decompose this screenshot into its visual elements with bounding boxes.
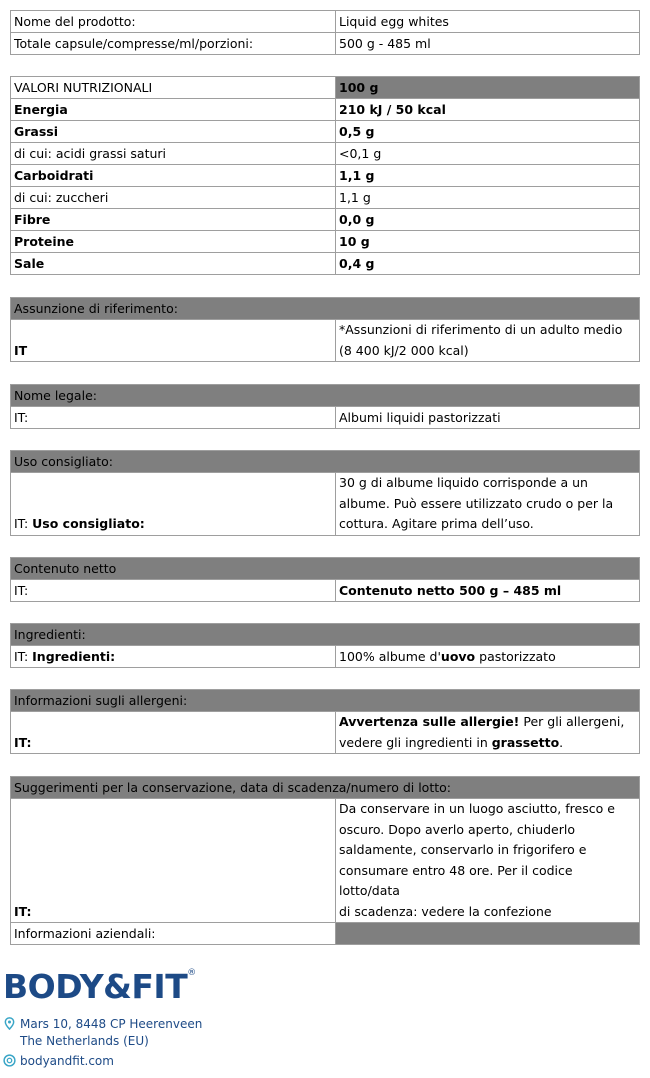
ingredients-value-pre: 100% albume d' [339,648,441,664]
ingredients-value-bold: uovo [440,648,476,664]
ingredients-value [336,646,640,668]
allergens-line-1-post: Per gli allergeni, [519,714,625,729]
nutrition-row [11,209,640,231]
nutrition-row-label: Energia [11,99,336,121]
allergens-line-2 [339,733,636,754]
nutrition-row-label: Grassi [11,121,336,143]
nutrition-row [11,143,640,165]
storage-label: IT: [11,799,336,923]
legal-name-label: IT: [11,407,336,429]
storage-line-3: saldamente, conservarlo in frigorifero e [339,842,587,857]
legal-name-table [10,384,640,429]
product-table [10,10,640,55]
nutrition-row [11,165,640,187]
nutrition-row [11,121,640,143]
address-line-1-row [3,1017,202,1031]
ingredients-table [10,623,640,668]
nutrition-row-value: 10 g [336,231,640,253]
allergens-table [10,689,640,754]
allergens-line-2-pre: vedere gli ingredienti in [339,734,492,750]
usage-header: Uso consigliato: [11,451,640,473]
nutrition-row-value: 1,1 g [336,187,640,209]
nutrition-row-value: 1,1 g [336,165,640,187]
storage-line-4: consumare entro 48 ore. Per il codice lotto/data [339,862,573,898]
usage-label-prefix: IT: [14,516,33,531]
ingredients-value-post: pastorizzato [475,648,556,664]
allergens-line-2-post: . [559,734,564,750]
address-line-2-row [20,1034,149,1048]
globe-icon [3,1054,16,1067]
storage-line-1: Da conservare in un luogo asciutto, fresco e [339,801,615,816]
product-name-value: Liquid egg whites [336,11,640,33]
website-row[interactable] [3,1054,114,1068]
usage-table [10,450,640,536]
legal-name-value: Albumi liquidi pastorizzati [336,407,640,429]
ingredients-label-bold: Ingredienti: [32,648,116,664]
ingredients-label-prefix: IT: [14,648,33,664]
nutrition-row-label: Proteine [11,231,336,253]
allergens-warning: Avvertenza sulle allergie! [339,714,520,729]
allergens-header: Informazioni sugli allergeni: [11,690,640,712]
storage-table [10,776,640,923]
nutrition-row-label: Fibre [11,209,336,231]
nutrition-row-label: Sale [11,253,336,275]
storage-header: Suggerimenti per la conservazione, data di scadenza/numero di lotto: [11,777,640,799]
nutrition-row [11,253,640,275]
reference-table [10,297,640,362]
allergens-line-2-bold: grassetto [491,734,560,750]
product-name-label: Nome del prodotto: [11,11,336,33]
net-content-table [10,557,640,602]
company-table [10,922,640,945]
brand-logo-text: BODY&FIT [3,967,188,1006]
storage-value [336,799,640,923]
storage-line-5: di scadenza: vedere la confezione [339,903,552,919]
usage-line-2: albume. Può essere utilizzato crudo o per la [339,495,614,511]
website-link[interactable]: bodyandfit.com [20,1054,114,1068]
nutrition-table [10,76,640,275]
usage-value [336,473,640,536]
reference-label: IT [11,320,336,362]
usage-line-3: cottura. Agitare prima dell’uso. [339,516,534,531]
net-content-label: IT: [11,580,336,602]
address-line-1: Mars 10, 8448 CP Heerenveen [20,1017,203,1031]
allergens-label: IT: [11,712,336,754]
nutrition-header-value: 100 g [336,77,640,99]
reference-value [336,320,640,362]
total-value: 500 g - 485 ml [336,33,640,55]
nutrition-row-value: 0,5 g [336,121,640,143]
nutrition-row-label: di cui: acidi grassi saturi [11,143,336,165]
ingredients-label [11,646,336,668]
reference-value-line-1: *Assunzioni di riferimento di un adulto medio [339,322,623,337]
allergens-value [336,712,640,754]
nutrition-header-label: VALORI NUTRIZIONALI [11,77,336,99]
nutrition-row-value: <0,1 g [336,143,640,165]
ingredients-header: Ingredienti: [11,624,640,646]
nutrition-row [11,231,640,253]
reference-value-line-2: (8 400 kJ/2 000 kcal) [339,342,469,358]
nutrition-row-value: 210 kJ / 50 kcal [336,99,640,121]
usage-line-1: 30 g di albume liquido corrisponde a un [339,475,588,490]
company-value [336,923,640,945]
total-label: Totale capsule/compresse/ml/porzioni: [11,33,336,55]
usage-label [11,473,336,536]
net-content-header: Contenuto netto [11,558,640,580]
company-header: Informazioni aziendali: [11,923,336,945]
storage-line-2: oscuro. Dopo averlo aperto, chiuderlo [339,821,575,837]
nutrition-row-value: 0,0 g [336,209,640,231]
nutrition-row-label: Carboidrati [11,165,336,187]
nutrition-row [11,99,640,121]
reference-header: Assunzione di riferimento: [11,298,640,320]
nutrition-row-value: 0,4 g [336,253,640,275]
net-content-value: Contenuto netto 500 g – 485 ml [336,580,640,602]
location-pin-icon [3,1017,16,1030]
registered-mark: ® [187,968,197,978]
nutrition-row [11,187,640,209]
nutrition-row-label: di cui: zuccheri [11,187,336,209]
usage-label-bold: Uso consigliato: [32,516,145,531]
legal-name-header: Nome legale: [11,385,640,407]
allergens-line-1 [339,712,636,733]
address-line-2: The Netherlands (EU) [20,1034,149,1048]
brand-logo [3,966,196,1008]
